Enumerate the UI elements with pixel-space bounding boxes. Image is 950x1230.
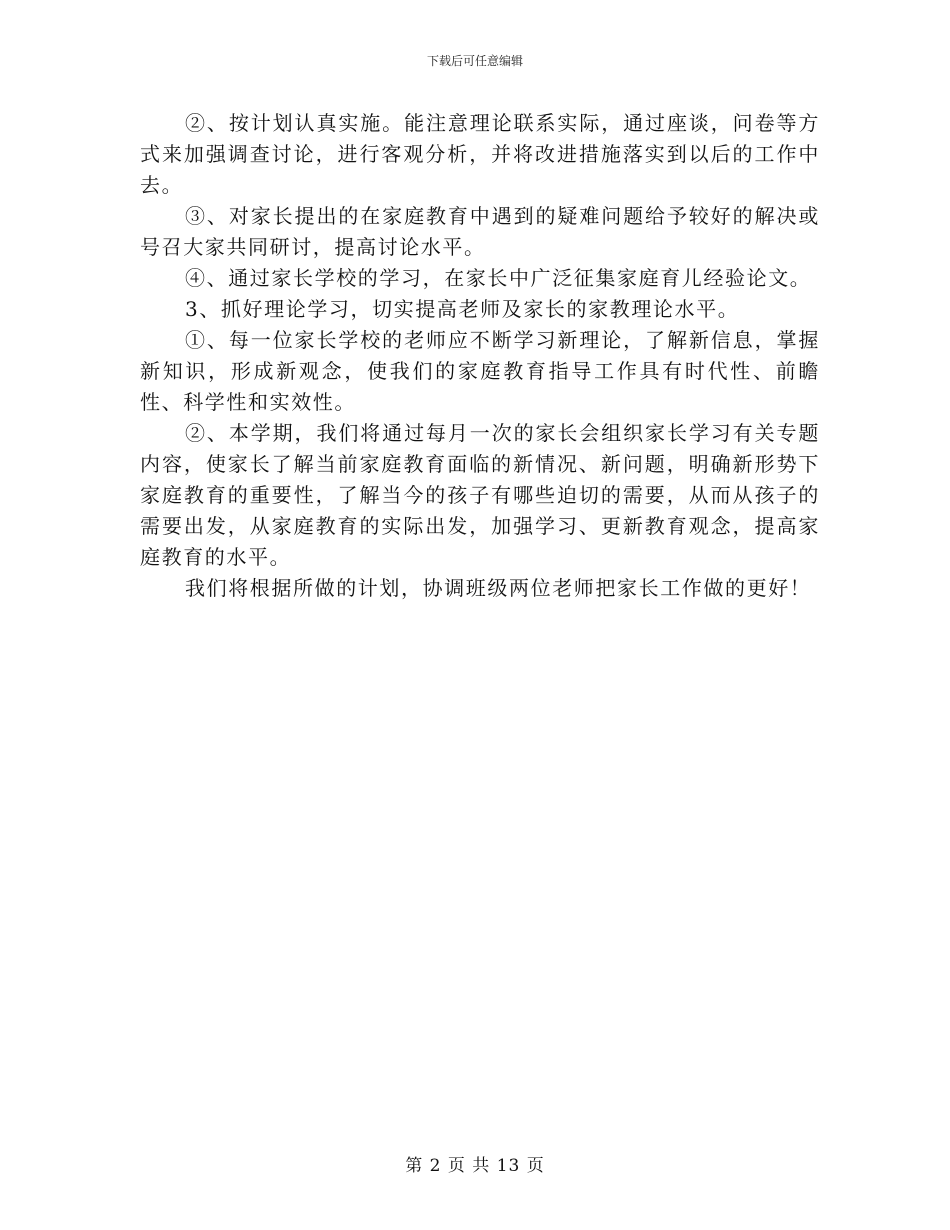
page-footer xyxy=(0,1154,950,1178)
paragraph: 3、抓好理论学习，切实提高老师及家长的家教理论水平。 xyxy=(185,297,740,321)
paragraph: ②、本学期，我们将通过每月一次的家长会组织家长学习有关专题内容，使家长了解当前家庭教育面临的新情况、新问题，明确新形势下家庭教育的重要性，了解当今的孩子有哪些迫切的需要，从而从孩子的需要出发，从家庭教育的实际出发，加强学习、更新教育观念，提高家庭教育的水平。 xyxy=(140,421,820,569)
paragraph: ③、对家长提出的在家庭教育中遇到的疑难问题给予较好的解决或号召大家共同研讨，提高讨论水平。 xyxy=(140,204,820,259)
footer-prefix: 第 xyxy=(405,1156,424,1176)
footer-current-page: 2 xyxy=(429,1156,442,1176)
paragraph: ②、按计划认真实施。能注意理论联系实际，通过座谈，问卷等方式来加强调查讨论，进行客观分析，并将改进措施落实到以后的工作中去。 xyxy=(140,111,820,197)
page-header: 下载后可任意编辑 xyxy=(426,54,523,68)
footer-suffix: 页 xyxy=(526,1156,545,1176)
paragraph: ①、每一位家长学校的老师应不断学习新理论，了解新信息，掌握新知识，形成新观念，使我们的家庭教育指导工作具有时代性、前瞻性、科学性和实效性。 xyxy=(140,328,820,414)
footer-total-pages: 13 xyxy=(496,1156,521,1176)
paragraph: ④、通过家长学校的学习，在家长中广泛征集家庭育儿经验论文。 xyxy=(185,266,812,290)
document-body xyxy=(140,108,820,604)
paragraph: 我们将根据所做的计划，协调班级两位老师把家长工作做的更好！ xyxy=(185,576,812,600)
footer-middle: 页 共 xyxy=(447,1156,491,1176)
